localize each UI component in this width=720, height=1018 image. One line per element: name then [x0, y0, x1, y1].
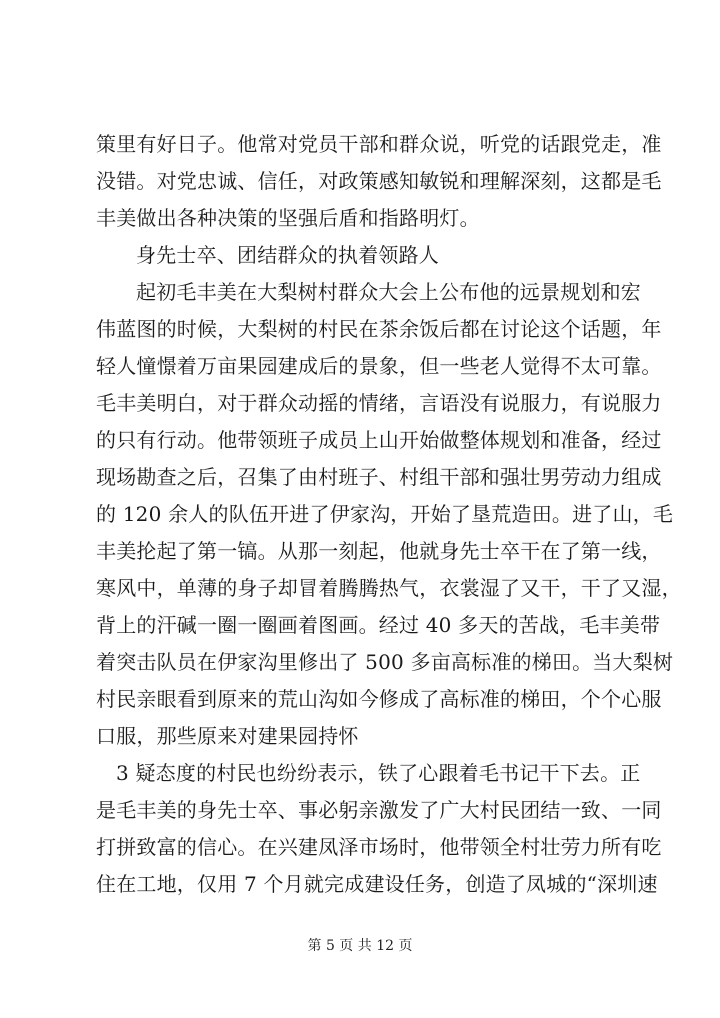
body-line: 寒风中，单薄的身子却冒着腾腾热气，衣裳湿了又干，干了又湿， — [96, 576, 682, 600]
body-line: 轻人憧憬着万亩果园建成后的景象，但一些老人觉得不太可靠。 — [96, 354, 662, 378]
body-line: 的只有行动。他带领班子成员上山开始做整体规划和准备，经过 — [96, 428, 662, 452]
body-line: 是毛丰美的身先士卒、事必躬亲激发了广大村民团结一致、一同 — [96, 798, 662, 822]
body-line: 丰美抡起了第一镐。从那一刻起，他就身先士卒干在了第一线， — [96, 539, 662, 563]
body-line: 没错。对党忠诚、信任，对政策感知敏锐和理解深刻，这都是毛 — [96, 169, 662, 193]
body-line: 伟蓝图的时候，大梨树的村民在茶余饭后都在讨论这个话题，年 — [96, 317, 662, 341]
body-line: 现场勘查之后，召集了由村班子、村组干部和强壮男劳动力组成 — [96, 465, 662, 489]
body-line: 的 120 余人的队伍开进了伊家沟，开始了垦荒造田。进了山，毛 — [96, 502, 674, 526]
body-line: 打拼致富的信心。在兴建凤泽市场时，他带领全村壮劳力所有吃 — [96, 835, 662, 859]
body-line: 策里有好日子。他常对党员干部和群众说，听党的话跟党走，准 — [96, 132, 662, 156]
body-line: 口服，那些原来对建果园持怀 — [96, 724, 359, 748]
body-line: 起初毛丰美在大梨树村群众大会上公布他的远景规划和宏 — [136, 280, 641, 304]
page-footer: 第 5 页 共 12 页 — [307, 938, 413, 954]
body-line: 村民亲眼看到原来的荒山沟如今修成了高标准的梯田，个个心服 — [96, 687, 662, 711]
body-line: 丰美做出各种决策的坚强后盾和指路明灯。 — [96, 206, 480, 230]
body-line: 着突击队员在伊家沟里修出了 500 多亩高标准的梯田。当大梨树 — [96, 650, 674, 674]
body-line: 3 疑态度的村民也纷纷表示，铁了心跟着毛书记干下去。正 — [116, 761, 641, 785]
body-line: 毛丰美明白，对于群众动摇的情绪，言语没有说服力，有说服力 — [96, 391, 662, 415]
body-line: 住在工地，仅用 7 个月就完成建设任务，创造了凤城的“深圳速 — [96, 872, 658, 896]
body-line: 背上的汗碱一圈一圈画着图画。经过 40 多天的苦战，毛丰美带 — [96, 613, 661, 637]
section-heading: 身先士卒、团结群众的执着领路人 — [136, 243, 439, 267]
